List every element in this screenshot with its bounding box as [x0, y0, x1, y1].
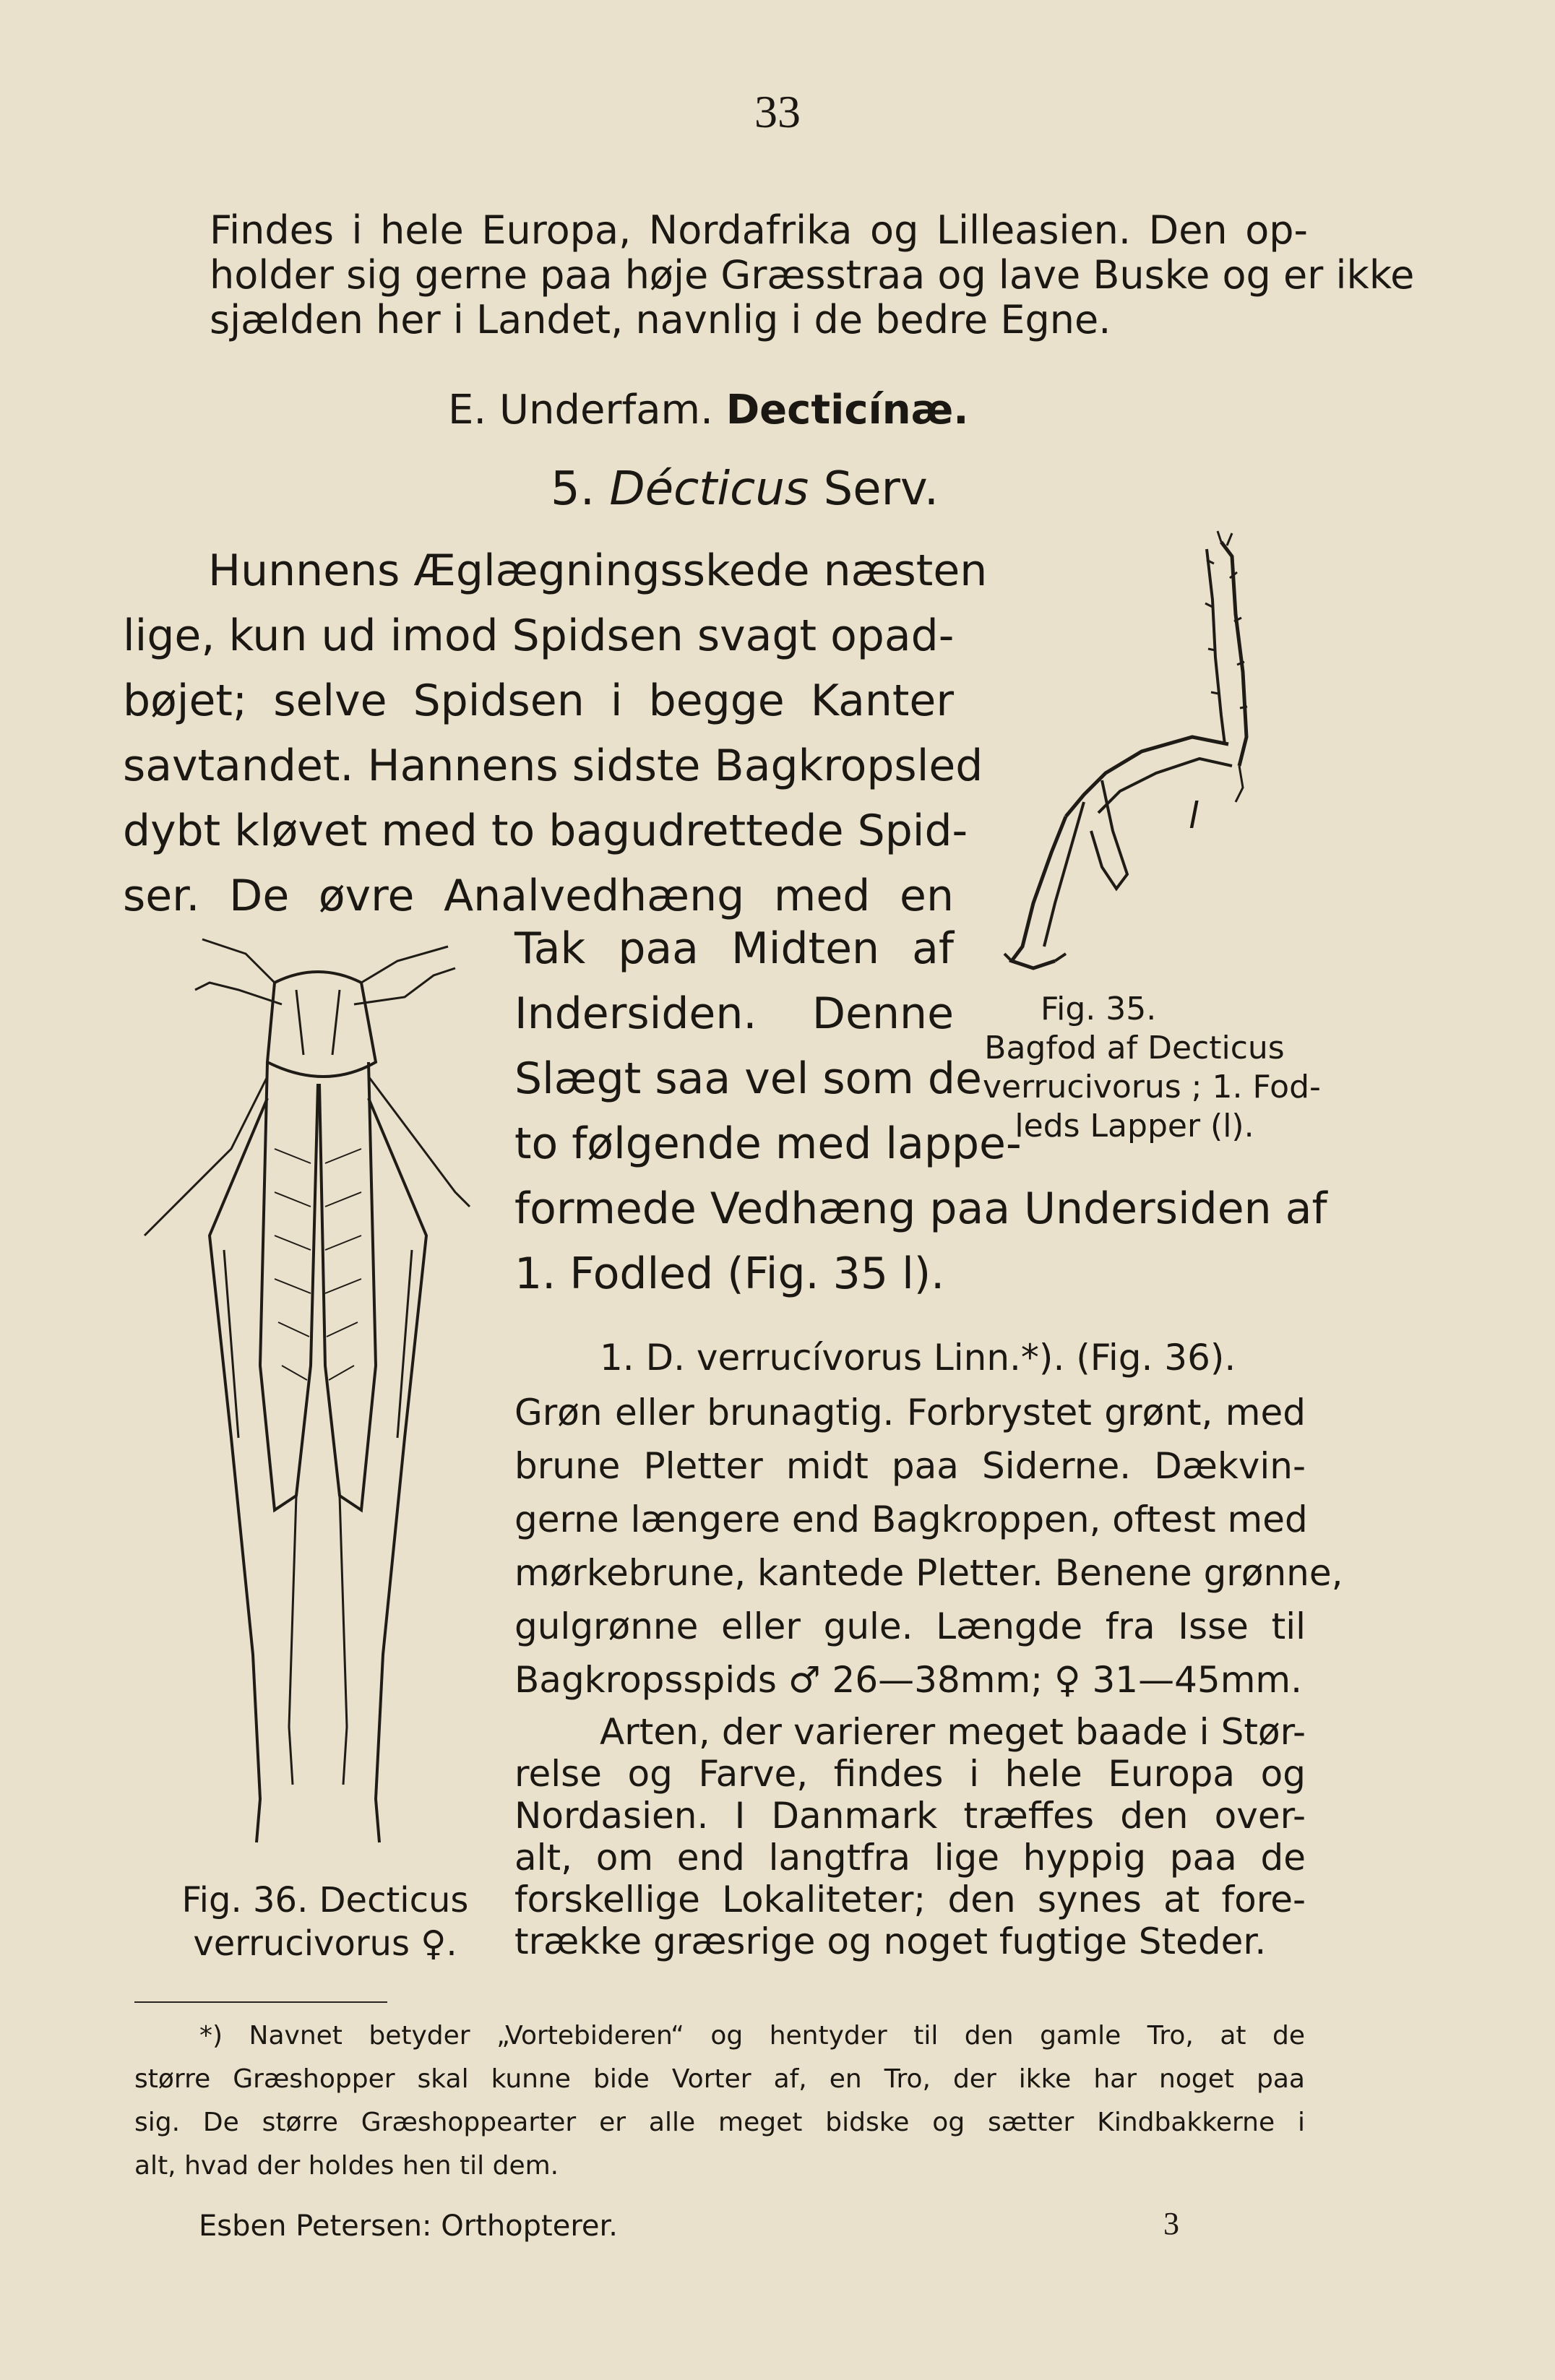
subfamily-heading — [448, 387, 969, 434]
fig35-hind-foot-illustration — [983, 527, 1293, 975]
text-line: 1. Fodled (Fig. 35 l). — [514, 1249, 945, 1299]
footnote-line: sig. De større Græshoppearter er alle meget bidske og sætter Kindbakkerne i — [134, 2108, 1305, 2137]
genus-author: Serv. — [823, 462, 939, 516]
caption-line: Fig. 35. — [1041, 991, 1157, 1027]
fig36-grasshopper-illustration — [130, 932, 491, 1871]
intro-paragraph — [210, 207, 1415, 342]
fig35-label-l: l — [1189, 795, 1199, 837]
text-line: alt, om end langtfra lige hyppig paa de — [514, 1837, 1306, 1879]
caption-line: verrucivorus ♀. — [193, 1923, 457, 1964]
text-line: forskellige Lokaliteter; den synes at fore- — [514, 1879, 1306, 1920]
footer-author: Esben Petersen: Orthopterer. — [199, 2209, 618, 2243]
genus-heading — [551, 462, 939, 516]
text-line: gulgrønne eller gule. Længde fra Isse til — [514, 1605, 1306, 1647]
footnote — [134, 2014, 1305, 2188]
genus-description-lower — [514, 1176, 1327, 1306]
species-description — [514, 1386, 1343, 1707]
text-line: Indersiden. Denne — [514, 988, 954, 1039]
text-line: ser. De øvre Analvedhæng med en — [123, 871, 954, 921]
caption-line: leds Lapper (l). — [1015, 1108, 1254, 1144]
genus-name: Décticus — [609, 462, 809, 516]
distribution-paragraph — [514, 1711, 1306, 1962]
text-line: dybt kløvet med to bagudrettede Spid- — [123, 806, 968, 856]
footnote-rule — [134, 2001, 387, 2003]
fig36-caption — [163, 1879, 488, 1965]
text-line: gerne længere end Bagkroppen, oftest med — [514, 1499, 1308, 1540]
text-line: trække græsrige og noget fugtige Steder. — [514, 1920, 1267, 1962]
caption-line: Bagfod af Decticus — [984, 1030, 1285, 1066]
text-line: brune Pletter midt paa Siderne. Dækvin- — [514, 1445, 1306, 1487]
caption-line: verrucivorus ; 1. Fod- — [983, 1069, 1321, 1105]
text-line: formede Vedhæng paa Undersiden af — [514, 1183, 1327, 1234]
footnote-line: større Græshopper skal kunne bide Vorter af, en Tro, der ikke har noget paa — [134, 2064, 1305, 2094]
text-line: to følgende med lappe- — [514, 1118, 1022, 1169]
text-line: Grøn eller brunagtig. Forbrystet grønt, med — [514, 1392, 1306, 1433]
genus-number: 5. — [551, 462, 595, 516]
text-line: holder sig gerne paa høje Græsstraa og lave Buske og er ikke — [210, 252, 1415, 298]
footnote-line: *) Navnet betyder „Vortebideren“ og hentyder til den gamle Tro, at de — [199, 2021, 1305, 2051]
genus-description-middle — [514, 916, 1022, 1176]
fig35-caption — [983, 990, 1321, 1146]
footnote-line: alt, hvad der holdes hen til dem. — [134, 2151, 559, 2181]
text-line: Arten, der varierer meget baade i Stør- — [600, 1711, 1306, 1753]
text-line: savtandet. Hannens sidste Bagkropsled — [123, 741, 983, 791]
text-line: Bagkropsspids ♂ 26—38mm; ♀ 31—45mm. — [514, 1659, 1303, 1701]
text-line: bøjet; selve Spidsen i begge Kanter — [123, 676, 954, 726]
text-line: Findes i hele Europa, Nordafrika og Lilleasien. Den op- — [210, 207, 1308, 253]
text-line: relse og Farve, findes i hele Europa og — [514, 1753, 1306, 1795]
text-line: Slægt saa vel som de — [514, 1053, 982, 1104]
page-number: 33 — [754, 86, 801, 137]
species-heading: 1. D. verrucívorus Linn.*). (Fig. 36). — [600, 1337, 1236, 1379]
text-line: Tak paa Midten af — [514, 923, 954, 974]
text-line: Nordasien. I Danmark træffes den over- — [514, 1795, 1306, 1837]
caption-line: Fig. 36. Decticus — [181, 1880, 469, 1920]
text-line: mørkebrune, kantede Pletter. Benene grønne, — [514, 1552, 1343, 1594]
footer-signature: 3 — [1163, 2206, 1179, 2241]
genus-description-upper — [123, 538, 988, 928]
subfamily-prefix: E. Underfam. — [448, 387, 713, 434]
text-line: sjælden her i Landet, navnlig i de bedre Egne. — [210, 297, 1111, 342]
text-line: lige, kun ud imod Spidsen svagt opad- — [123, 611, 955, 661]
text-line: Hunnens Æglægningsskede næsten — [208, 546, 988, 596]
subfamily-name: Decticínæ. — [725, 387, 969, 434]
